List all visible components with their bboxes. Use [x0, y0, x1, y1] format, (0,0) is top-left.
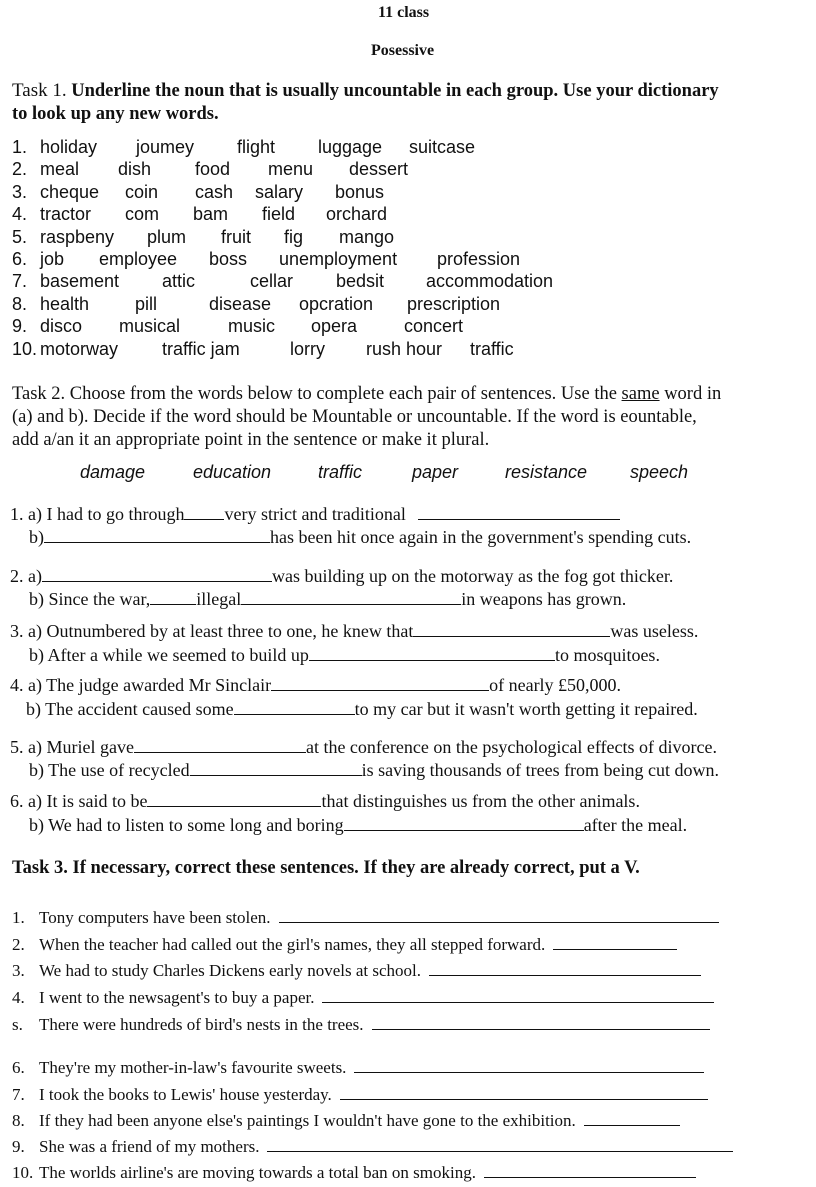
row-number: 3. — [12, 181, 28, 202]
word-bank-item: speech — [630, 462, 689, 482]
word-option[interactable]: pill — [135, 293, 158, 314]
word-option[interactable]: luggage — [318, 137, 383, 157]
correction-item — [12, 1085, 708, 1105]
word-option[interactable]: cellar — [250, 271, 294, 292]
answer-line[interactable] — [322, 990, 714, 1003]
task1-instruction-line2: to look up any new words. — [12, 104, 219, 124]
word-group-row — [12, 204, 712, 226]
word-option[interactable]: meal — [40, 159, 80, 180]
word-group-row — [12, 271, 712, 293]
answer-blank[interactable] — [309, 646, 555, 661]
item-number: 8. — [12, 1111, 25, 1130]
word-option[interactable]: traffic jam — [162, 338, 240, 359]
word-option[interactable]: profession — [437, 249, 521, 269]
item-number: 6. — [12, 1058, 25, 1077]
task2-instruction-line3: add a/an it an appropriate point in the sentence or make it plural. — [12, 430, 490, 450]
word-option[interactable]: flight — [237, 137, 276, 157]
word-option[interactable]: raspbeny — [40, 226, 115, 247]
answer-line[interactable] — [429, 963, 701, 976]
sentence-4b: b) The accident caused some to my car but it wasn't worth getting it repaired. — [26, 699, 698, 719]
word-option[interactable]: basement — [40, 271, 120, 292]
row-number: 4. — [12, 204, 28, 225]
task1-label: Task 1. — [12, 80, 67, 101]
row-number: 5. — [12, 226, 28, 247]
answer-line[interactable] — [584, 1113, 680, 1126]
task2-instruction — [12, 383, 808, 452]
item-sentence: The worlds airline's are moving towards a total ban on smoking. — [39, 1163, 476, 1182]
item-number: 7. — [12, 1085, 25, 1104]
correction-item — [12, 935, 677, 955]
word-option[interactable]: field — [262, 204, 296, 225]
answer-line[interactable] — [340, 1087, 708, 1100]
word-option[interactable]: suitcase — [409, 137, 476, 157]
word-bank-item: education — [193, 462, 272, 482]
word-option[interactable]: disco — [40, 316, 83, 337]
answer-blank[interactable] — [234, 700, 355, 715]
sentence-5b: b) The use of recycled is saving thousands of trees from being cut down. — [29, 760, 720, 780]
word-option[interactable]: bonus — [335, 181, 385, 202]
word-option[interactable]: menu — [268, 159, 314, 180]
sentence-1a: 1. a) I had to go through very strict and traditional — [10, 504, 620, 525]
word-option[interactable]: bedsit — [336, 271, 385, 292]
correction-item — [12, 1111, 680, 1131]
answer-line[interactable] — [267, 1139, 733, 1152]
word-bank-item: traffic — [318, 462, 363, 482]
sentence-1b: b) has been hit once again in the government's spending cuts. — [29, 527, 692, 547]
word-bank-item: damage — [80, 462, 146, 482]
word-option[interactable]: fruit — [221, 226, 252, 247]
row-number: 6. — [12, 249, 28, 269]
sentence-3a: 3. a) Outnumbered by at least three to one, he knew that was useless. — [10, 621, 699, 641]
word-option[interactable]: unemployment — [279, 249, 398, 269]
correction-item — [12, 1015, 710, 1035]
task1-heading — [12, 80, 719, 102]
item-sentence: When the teacher had called out the girl's names, they all stepped forward. — [39, 935, 546, 954]
word-option[interactable]: opera — [311, 316, 358, 337]
correction-item — [12, 988, 714, 1008]
task2-instruction-line1: Task 2. Choose from the words below to complete each pair of sentences. Use the same word in — [12, 384, 722, 404]
answer-blank[interactable] — [413, 622, 610, 637]
word-group-row — [12, 159, 712, 181]
word-option[interactable]: disease — [209, 293, 272, 314]
answer-blank[interactable] — [184, 505, 224, 520]
word-option[interactable]: com — [125, 204, 160, 225]
item-sentence: There were hundreds of bird's nests in the trees. — [39, 1015, 364, 1034]
row-number: 10. — [12, 338, 38, 359]
word-group-row — [12, 227, 712, 249]
word-group-row — [12, 294, 712, 316]
word-option[interactable]: joumey — [136, 137, 195, 157]
answer-line[interactable] — [484, 1165, 696, 1178]
word-option[interactable]: coin — [125, 181, 159, 202]
correction-item — [12, 1163, 696, 1183]
correction-item — [12, 1058, 704, 1078]
task3-heading: Task 3. If necessary, correct these sentences. If they are already correct, put a V. — [12, 858, 640, 878]
sentence-2a: 2. a) was building up on the motorway as the fog got thicker. — [10, 566, 674, 586]
word-option[interactable]: job — [40, 249, 65, 269]
correction-item — [12, 961, 701, 981]
word-option[interactable]: traffic — [470, 338, 514, 359]
word-option[interactable]: holiday — [40, 137, 98, 157]
word-bank-item: resistance — [505, 462, 588, 482]
sentence-2b: b) Since the war, illegal in weapons has grown. — [29, 589, 627, 609]
task1-instruction-line1: Underline the noun that is usually uncountable in each group. Use your dictionary — [71, 81, 719, 101]
word-option[interactable]: cash — [195, 181, 234, 202]
word-option[interactable]: lorry — [290, 338, 325, 359]
item-number: 4. — [12, 988, 25, 1007]
word-option[interactable]: employee — [99, 249, 178, 269]
answer-blank[interactable] — [147, 792, 321, 807]
word-option[interactable]: opcration — [299, 293, 374, 314]
answer-blank[interactable] — [241, 590, 461, 605]
answer-line[interactable] — [279, 910, 719, 923]
item-number: 10. — [12, 1163, 34, 1182]
row-number: 9. — [12, 316, 28, 337]
word-option[interactable]: motorway — [40, 338, 119, 359]
item-number: 1. — [12, 908, 25, 927]
page-subtitle: Posessive — [371, 42, 435, 59]
word-option[interactable]: tractor — [40, 204, 92, 225]
task2-instruction-line2: (a) and b). Decide if the word should be Mountable or uncountable. If the word is eountable, — [12, 407, 697, 427]
sentence-5a: 5. a) Muriel gave at the conference on the psychological effects of divorce. — [10, 737, 717, 757]
item-sentence: If they had been anyone else's paintings I wouldn't have gone to the exhibition. — [39, 1111, 576, 1130]
word-option[interactable]: prescription — [407, 293, 501, 314]
word-option[interactable]: music — [228, 316, 276, 337]
answer-line[interactable] — [354, 1060, 704, 1073]
answer-blank[interactable] — [42, 567, 272, 582]
word-bank-item: paper — [412, 462, 459, 482]
correction-item — [12, 1137, 733, 1157]
page-title: 11 class — [378, 4, 430, 21]
word-option[interactable]: dessert — [349, 159, 409, 180]
item-sentence: They're my mother-in-law's favourite sweets. — [39, 1058, 347, 1077]
word-option[interactable]: concert — [404, 316, 464, 337]
word-option[interactable]: food — [195, 159, 231, 180]
word-option[interactable]: fig — [284, 226, 304, 247]
item-number: 2. — [12, 935, 25, 954]
answer-blank[interactable] — [418, 505, 620, 520]
answer-blank[interactable] — [134, 738, 306, 753]
word-group-row — [12, 182, 712, 204]
answer-blank[interactable] — [344, 816, 584, 831]
word-option[interactable]: boss — [209, 249, 248, 269]
word-option[interactable]: plum — [147, 226, 187, 247]
sentence-6a: 6. a) It is said to be that distinguishes us from the other animals. — [10, 791, 640, 811]
word-option[interactable]: cheque — [40, 181, 100, 202]
word-option[interactable]: musical — [119, 316, 181, 337]
word-option[interactable]: accommodation — [426, 271, 554, 292]
answer-blank[interactable] — [271, 676, 489, 691]
sentence-6b: b) We had to listen to some long and boring after the meal. — [29, 815, 688, 835]
row-number: 1. — [12, 137, 28, 157]
answer-blank[interactable] — [190, 761, 362, 776]
row-number: 8. — [12, 293, 28, 314]
word-option[interactable]: attic — [162, 271, 196, 292]
word-option[interactable]: mango — [339, 226, 395, 247]
word-group-row — [12, 137, 712, 159]
word-option[interactable]: dish — [118, 159, 152, 180]
sentence-4a: 4. a) The judge awarded Mr Sinclair of nearly £50,000. — [10, 675, 622, 695]
sentence-3b: b) After a while we seemed to build up to mosquitoes. — [29, 645, 660, 665]
item-sentence: Tony computers have been stolen. — [39, 908, 271, 927]
word-option[interactable]: bam — [193, 204, 229, 225]
correction-item — [12, 908, 719, 928]
item-sentence: We had to study Charles Dickens early novels at school. — [39, 961, 421, 980]
answer-blank[interactable] — [44, 528, 270, 543]
word-group-row — [12, 316, 712, 338]
word-option[interactable]: health — [40, 293, 90, 314]
item-number: 9. — [12, 1137, 25, 1156]
answer-line[interactable] — [372, 1017, 710, 1030]
item-number: s. — [12, 1015, 23, 1034]
row-number: 2. — [12, 159, 28, 180]
row-number: 7. — [12, 271, 28, 292]
word-option[interactable]: rush hour — [366, 338, 443, 359]
answer-blank[interactable] — [150, 590, 196, 605]
item-sentence: She was a friend of my mothers. — [39, 1137, 260, 1156]
answer-line[interactable] — [553, 937, 677, 950]
word-group-row — [12, 249, 712, 271]
item-sentence: I went to the newsagent's to buy a paper. — [39, 988, 315, 1007]
item-sentence: I took the books to Lewis' house yesterday. — [39, 1085, 332, 1104]
word-group-row — [12, 339, 712, 361]
word-option[interactable]: orchard — [326, 204, 388, 225]
word-option[interactable]: salary — [255, 181, 304, 202]
item-number: 3. — [12, 961, 25, 980]
